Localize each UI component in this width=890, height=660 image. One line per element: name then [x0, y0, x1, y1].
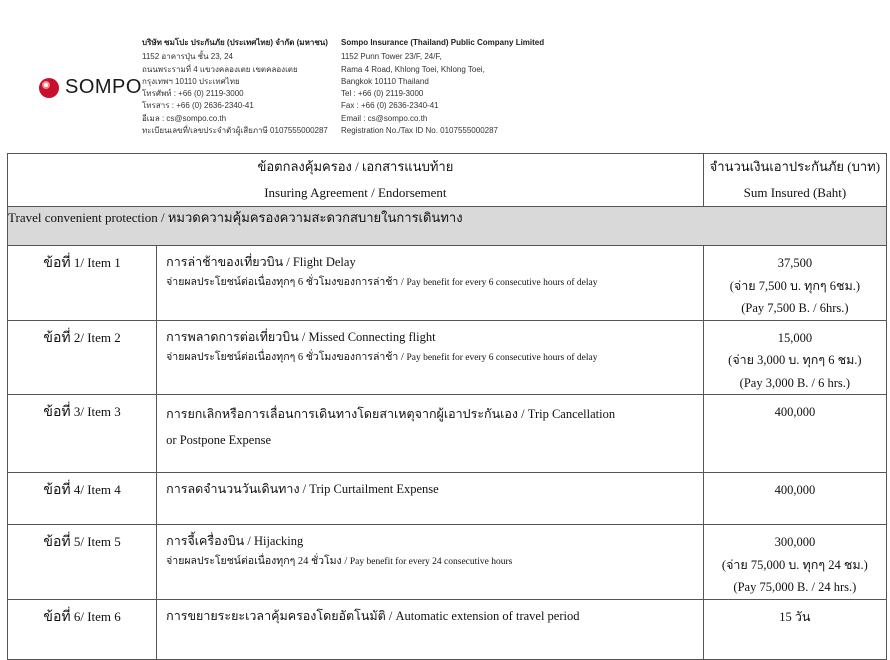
- thai-address-block: [142, 37, 328, 137]
- item-number: ข้อที่ 3/ Item 3: [8, 395, 157, 473]
- thai-address-line: 1152 อาคารปุ่น ชั้น 23, 24: [142, 52, 233, 62]
- thai-address-line: กรุงเทพฯ 10110 ประเทศไทย: [142, 76, 240, 86]
- item-number: ข้อที่ 1/ Item 1: [8, 246, 157, 321]
- table-header-row: [8, 154, 887, 207]
- item-sum: 37,500 (จ่าย 7,500 บ. ทุกๆ 6ชม.) (Pay 7,500 B. / 6hrs.): [703, 246, 886, 321]
- table-row: [8, 473, 887, 525]
- item-sum: 400,000: [703, 395, 886, 473]
- item-sum: 400,000: [703, 473, 886, 525]
- agreement-header-th: ข้อตกลงคุ้มครอง / เอกสารแนบท้าย: [257, 159, 454, 174]
- item-description: [157, 525, 704, 600]
- logo-text: SOMPO: [65, 76, 142, 98]
- section-title: Travel convenient protection / หมวดความคุ้มครองความสะดวกสบายในการเดินทาง: [8, 207, 887, 246]
- letterhead: [0, 0, 890, 150]
- table-row: [8, 599, 887, 659]
- thai-address-line: ถนนพระรามที่ 4 แขวงคลองเตย เขตคลองเตย: [142, 64, 298, 74]
- sum-header-th: จำนวนเงินเอาประกันภัย (บาท): [709, 159, 881, 174]
- table-row: [8, 246, 887, 321]
- item-number: ข้อที่ 5/ Item 5: [8, 525, 157, 600]
- table-row: [8, 320, 887, 395]
- english-address-block: [341, 37, 544, 137]
- english-company-name: Sompo Insurance (Thailand) Public Company Limited: [341, 38, 545, 47]
- table-row: [8, 395, 887, 473]
- item-title: การล่าช้าของเที่ยวบิน / Flight Delay: [166, 255, 356, 269]
- thai-company-name: บริษัท ซมโปะ ประกันภัย (ประเทศไทย) จำกัด (มหาชน): [142, 38, 328, 47]
- agreement-header: [8, 154, 704, 207]
- english-address-line: Bangkok 10110 Thailand: [341, 76, 429, 86]
- item-title-cont: or Postpone Expense: [166, 433, 272, 447]
- item-title: การขยายระยะเวลาคุ้มครองโดยอัตโนมัติ / Automatic extension of travel period: [166, 608, 580, 623]
- thai-fax: โทรสาร : +66 (0) 2636-2340-41: [142, 101, 254, 111]
- item-description: [157, 320, 704, 395]
- item-description: [157, 473, 704, 525]
- item-number: ข้อที่ 4/ Item 4: [8, 473, 157, 525]
- item-sum: 15,000 (จ่าย 3,000 บ. ทุกๆ 6 ชม.) (Pay 3,000 B. / 6 hrs.): [703, 320, 886, 395]
- item-description: [157, 599, 704, 659]
- sompo-logo: [38, 76, 142, 99]
- english-address-line: Rama 4 Road, Khlong Toei, Khlong Toei,: [341, 64, 485, 74]
- item-description: [157, 246, 704, 321]
- item-title: การยกเลิกหรือการเลื่อนการเดินทางโดยสาเหตุจากผู้เอาประกันเอง / Trip Cancellation: [166, 407, 616, 421]
- table-row: [8, 525, 887, 600]
- thai-email: อีเมล : cs@sompo.co.th: [142, 113, 227, 123]
- english-phone: Tel : +66 (0) 2119-3000: [341, 89, 424, 99]
- english-address-line: 1152 Punn Tower 23/F, 24/F,: [341, 52, 442, 62]
- item-number: ข้อที่ 2/ Item 2: [8, 320, 157, 395]
- thai-tax-id: ทะเบียนเลขที่/เลขประจำตัวผู้เสียภาษี 0107555000287: [142, 126, 328, 136]
- english-email: Email : cs@sompo.co.th: [341, 113, 428, 123]
- sum-header-en: Sum Insured (Baht): [743, 185, 847, 200]
- coverage-table: [7, 153, 887, 660]
- sompo-logo-mark-icon: [38, 77, 60, 99]
- english-tax-id: Registration No./Tax ID No. 0107555000287: [341, 126, 498, 136]
- item-sum: 15 วัน: [703, 599, 886, 659]
- item-subtext: จ่ายผลประโยชน์ต่อเนื่องทุกๆ 6 ชั่วโมงของการล่าช้า / Pay benefit for every 6 consecutive hours of delay: [166, 351, 598, 363]
- english-fax: Fax : +66 (0) 2636-2340-41: [341, 101, 439, 111]
- section-row: [8, 207, 887, 246]
- sum-insured-header: [703, 154, 886, 207]
- agreement-header-en: Insuring Agreement / Endorsement: [264, 185, 447, 200]
- item-title: การพลาดการต่อเที่ยวบิน / Missed Connecting flight: [166, 329, 436, 344]
- item-title: การจี้เครื่องบิน / Hijacking: [166, 534, 304, 548]
- item-subtext: จ่ายผลประโยชน์ต่อเนื่องทุกๆ 24 ชั่วโมง / Pay benefit for every 24 consecutive hours: [166, 556, 513, 567]
- item-title: การลดจำนวนวันเดินทาง / Trip Curtailment Expense: [166, 482, 439, 496]
- item-description: [157, 395, 704, 473]
- item-sum: 300,000 (จ่าย 75,000 บ. ทุกๆ 24 ชม.) (Pay 75,000 B. / 24 hrs.): [703, 525, 886, 600]
- item-number: ข้อที่ 6/ Item 6: [8, 599, 157, 659]
- thai-phone: โทรศัพท์ : +66 (0) 2119-3000: [142, 89, 244, 99]
- item-subtext: จ่ายผลประโยชน์ต่อเนื่องทุกๆ 6 ชั่วโมงของการล่าช้า / Pay benefit for every 6 consecutive hours of delay: [166, 277, 598, 288]
